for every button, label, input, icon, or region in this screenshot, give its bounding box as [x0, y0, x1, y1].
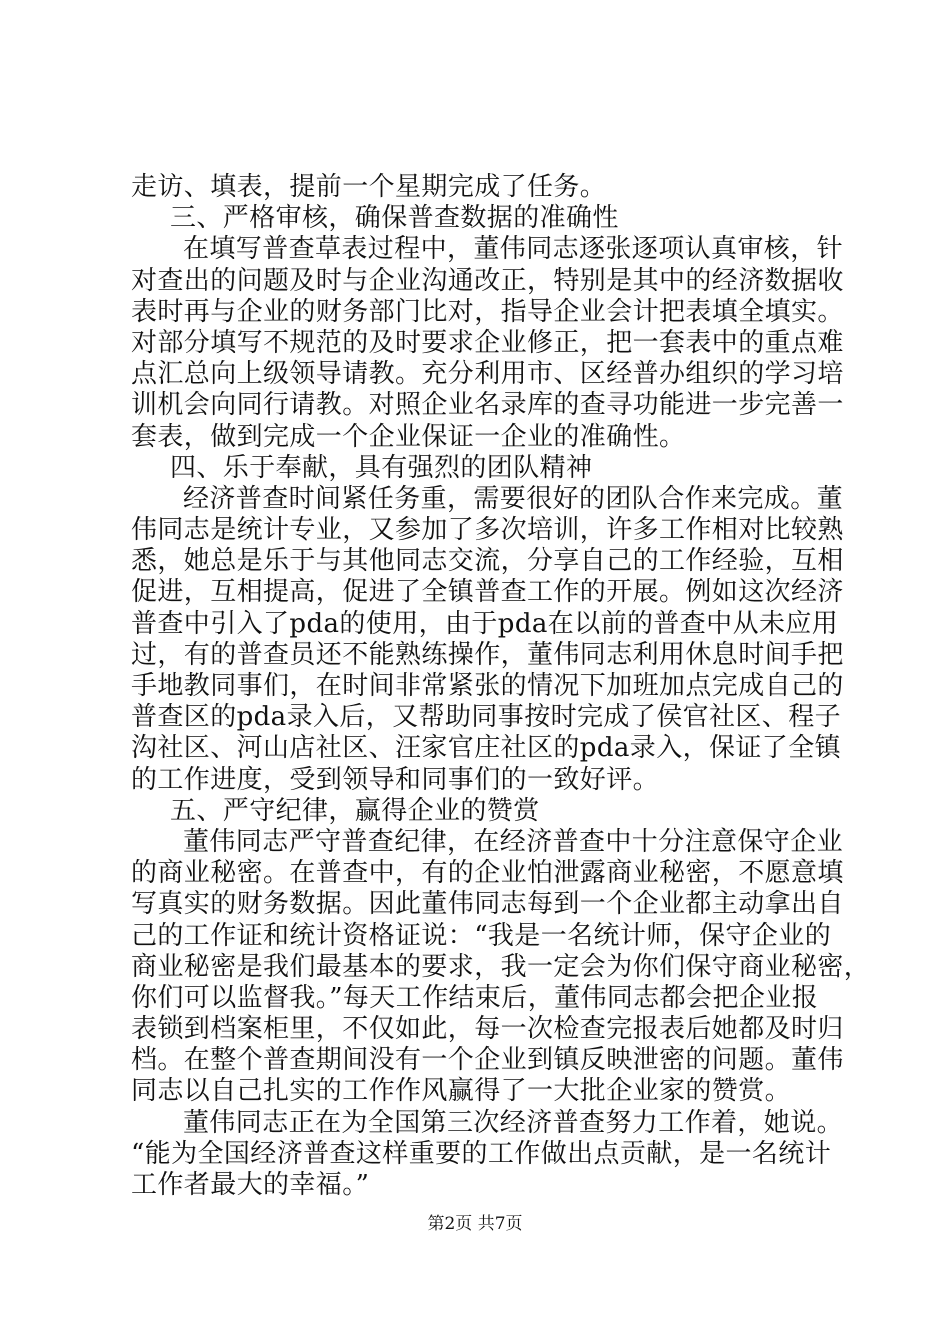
text-line: 普查中引入了pda的使用，由于pda在以前的普查中从未应用 [131, 608, 839, 639]
text-line: 过，有的普查员还不能熟练操作，董伟同志利用休息时间手把 [131, 639, 844, 670]
text-line: 训机会向同行请教。对照企业名录库的查寻功能进一步完善一 [131, 390, 844, 421]
text-line: 普查区的pda录入后，又帮助同事按时完成了侯官社区、程子 [131, 702, 841, 733]
body-text [131, 172, 871, 1201]
section-heading: 三、严格审核，确保普查数据的准确性 [170, 203, 619, 234]
text-line: 工作者最大的幸福。” [131, 1170, 370, 1200]
text-line: 沟社区、河山店社区、汪家官庄社区的pda录入，保证了全镇 [131, 733, 841, 764]
text-line: 档。在整个普查期间没有一个企业到镇反映泄密的问题。董伟 [131, 1045, 844, 1076]
text-line: 董伟同志严守普查纪律，在经济普查中十分注意保守企业 [183, 826, 844, 857]
page-number-footer: 第2页 共7页 [427, 1214, 523, 1234]
text-line: 的工作进度，受到领导和同事们的一致好评。 [131, 764, 660, 795]
text-line: 在填写普查草表过程中，董伟同志逐张逐项认真审核，针 [183, 234, 844, 265]
text-line: 写真实的财务数据。因此董伟同志每到一个企业都主动拿出自 [131, 889, 844, 920]
text-line: 伟同志是统计专业，又参加了多次培训，许多工作相对比较熟 [131, 515, 844, 546]
text-line: 表时再与企业的财务部门比对，指导企业会计把表填全填实。 [131, 296, 844, 327]
text-line: 你们可以监督我。”每天工作结束后，董伟同志都会把企业报 [131, 982, 819, 1013]
text-line: 己的工作证和统计资格证说：“我是一名统计师，保守企业的 [131, 920, 832, 951]
text-line: 手地教同事们，在时间非常紧张的情况下加班加点完成自己的 [131, 671, 844, 701]
text-line: 商业秘密是我们最基本的要求，我一定会为你们保守商业秘密， [131, 951, 871, 982]
text-line: 悉，她总是乐于与其他同志交流，分享自己的工作经验，互相 [131, 546, 844, 577]
text-line: 对部分填写不规范的及时要求企业修正，把一套表中的重点难 [131, 327, 844, 358]
text-line: 套表，做到完成一个企业保证一企业的准确性。 [131, 421, 686, 452]
text-line: 表锁到档案柜里，不仅如此，每一次检查完报表后她都及时归 [131, 1014, 844, 1045]
text-line: 董伟同志正在为全国第三次经济普查努力工作着，她说。 [183, 1107, 844, 1138]
text-line: 促进，互相提高，促进了全镇普查工作的开展。例如这次经济 [131, 577, 844, 608]
text-line: 经济普查时间紧任务重，需要很好的团队合作来完成。董 [183, 483, 844, 514]
text-line: 走访、填表，提前一个星期完成了任务。 [131, 172, 607, 202]
section-heading: 四、乐于奉献，具有强烈的团队精神 [170, 452, 593, 483]
text-line: “能为全国经济普查这样重要的工作做出点贡献，是一名统计 [131, 1138, 832, 1169]
text-line: 同志以自己扎实的工作作风赢得了一大批企业家的赞赏。 [131, 1076, 792, 1107]
text-line: 点汇总向上级领导请教。充分利用市、区经普办组织的学习培 [131, 359, 844, 390]
text-line: 对查出的问题及时与企业沟通改正，特别是其中的经济数据收 [131, 265, 844, 296]
text-line: 的商业秘密。在普查中，有的企业怕泄露商业秘密，不愿意填 [131, 858, 844, 889]
section-heading: 五、严守纪律，赢得企业的赞赏 [170, 795, 540, 826]
